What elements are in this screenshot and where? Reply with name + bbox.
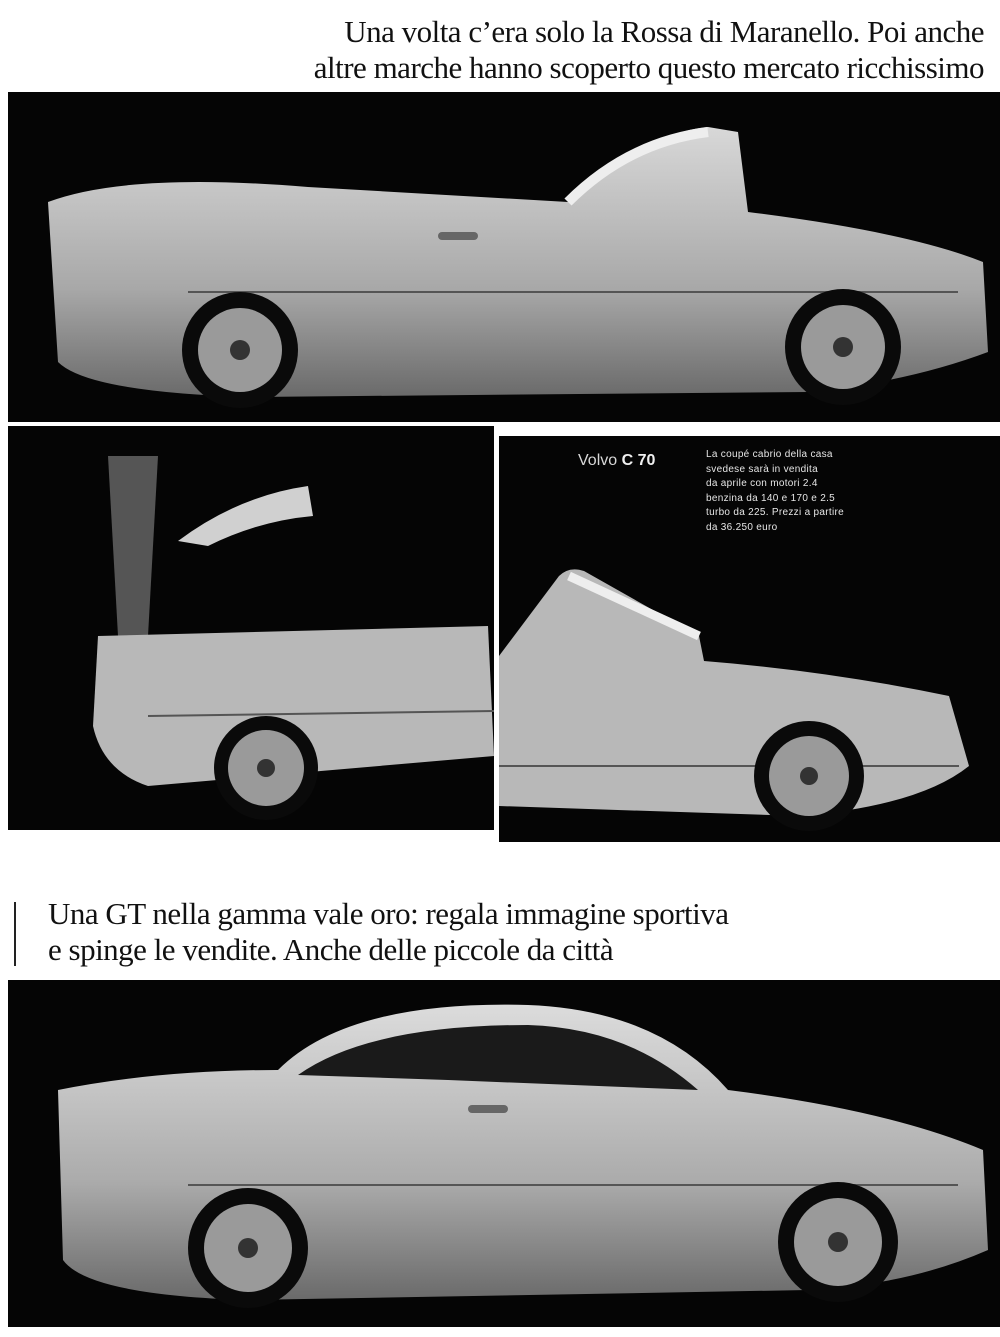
caption-line: da 36.250 euro	[706, 521, 778, 533]
photo-caption	[706, 448, 896, 535]
headline-rule	[14, 902, 16, 966]
photo-convertible-open	[8, 92, 1000, 422]
caption-brand: Volvo	[578, 452, 618, 469]
car-illustration	[8, 92, 1000, 422]
headline-top-line-2: altre marche hanno scoperto questo mercato ricchissimo	[313, 50, 984, 85]
photo-roof-folding	[8, 426, 494, 830]
car-illustration	[8, 980, 1000, 1327]
headline-top	[224, 14, 984, 86]
caption-model: C 70	[621, 452, 656, 469]
headline-middle-line-2: e spinge le vendite. Anche delle piccole da città	[48, 932, 614, 967]
car-illustration	[8, 426, 494, 830]
photo-coupe-closed	[8, 980, 1000, 1327]
headline-top-line-1: Una volta c’era solo la Rossa di Maranello. Poi anche	[344, 14, 984, 49]
caption-line: turbo da 225. Prezzi a partire	[706, 507, 844, 518]
headline-middle-line-1: Una GT nella gamma vale oro: regala immagine sportiva	[48, 896, 729, 931]
headline-middle	[48, 896, 868, 968]
caption-line: svedese sarà in vendita	[706, 463, 818, 475]
caption-line: La coupé cabrio della casa	[706, 449, 833, 460]
caption-line: da aprile con motori 2.4	[706, 478, 818, 489]
caption-line: benzina da 140 e 170 e 2.5	[706, 492, 836, 504]
caption-title	[578, 452, 655, 470]
